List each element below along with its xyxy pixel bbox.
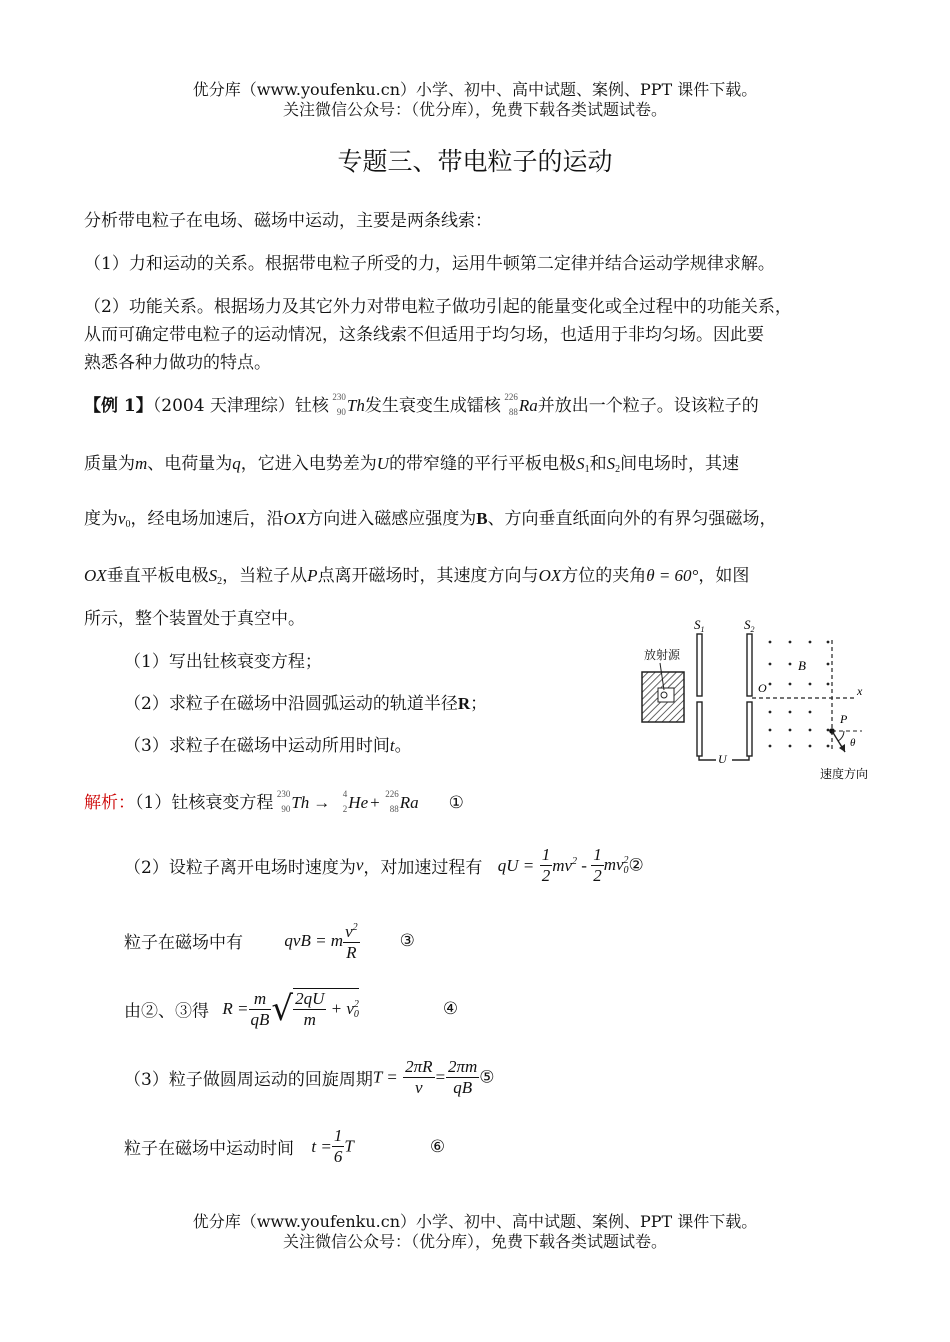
page-title: 专题三、带电粒子的运动: [337, 147, 613, 176]
apparatus-diagram: [630, 612, 890, 784]
solution-line-5: （3）粒子做圆周运动的回旋周期T = $\frac{2\pi R}{v}$ = $\frac{2\pi m}{qB}$ ⑤: [124, 1057, 495, 1097]
origin-label: O: [758, 681, 767, 695]
velocity-direction-label: 速度方向: [820, 767, 869, 781]
solution-line-6: 粒子在磁场中运动时间 t = $\frac{1}{6}$ T ⑥: [124, 1126, 446, 1166]
footer-line-2: 关注微信公众号：（优分库），免费下载各类试题试卷。: [282, 1232, 667, 1251]
plate-s2-lower: [747, 702, 752, 756]
example-line-5: 所示，整个装置处于真空中。: [84, 609, 305, 629]
field-b-label: B: [798, 658, 806, 673]
solution-line-3: 粒子在磁场中有 qvB = m $\frac{v^2}{R}$ ③: [124, 918, 415, 963]
intro-paragraph-3a: （2）功能关系。根据场力及其它外力对带电粒子做功引起的能量变化或全过程中的功能关系，: [84, 297, 792, 317]
s1-label: $S_1$: [694, 617, 705, 634]
header-line-1: 优分库（www.youfenku.cn）小学、初中、高中试题、案例、PPT 课件下载。: [192, 80, 758, 99]
question-1: （1）写出钍核衰变方程；: [124, 652, 322, 672]
plate-s1-upper: [697, 634, 702, 696]
solution-line-2: （2）设粒子离开电场时速度为v，对加速过程有 qU = $\frac{1}{2}$ $mv^2$ - $\frac{1}{2}$ $mv_0^2②$: [124, 845, 644, 885]
footer-line-1: 优分库（www.youfenku.cn）小学、初中、高中试题、案例、PPT 课件下载。: [192, 1212, 758, 1231]
source-label: 放射源: [644, 648, 681, 662]
intro-paragraph-2: （1）力和运动的关系。根据带电粒子所受的力，运用牛顿第二定律并结合运动学规律求解。: [84, 254, 775, 274]
example-line-4: OX垂直平板电极$S_2$，当粒子从P点离开磁场时，其速度方向与OX方位的夹角θ = 60°，如图: [84, 566, 750, 587]
question-3: （3）求粒子在磁场中运动所用时间t。: [124, 736, 412, 756]
example-line-2: 质量为m、电荷量为q，它进入电势差为U的带窄缝的平行平板电极$S_1$和$S_2$间电场时，其速: [84, 454, 740, 475]
example-line-1: 【例 1】（2004 天津理综）钍核 230 90 Th发生衰变生成镭核 226 88 Ra并放出一个粒子。设该粒子的: [84, 391, 759, 417]
voltage-label: U: [718, 752, 727, 766]
intro-paragraph-3b: 从而可确定带电粒子的运动情况，这条线索不但适用于均匀场，也适用于非均匀场。因此要: [84, 325, 764, 345]
intro-paragraph-3c: 熟悉各种力做功的特点。: [84, 353, 271, 373]
radium-nuclide: 226 88: [504, 391, 518, 417]
theta-label: θ: [850, 737, 856, 749]
plate-s1-lower: [697, 702, 702, 756]
thorium-nuclide: 230 90: [332, 391, 346, 417]
field-dots: [769, 641, 830, 748]
intro-paragraph-1: 分析带电粒子在电场、磁场中运动，主要是两条线索：: [84, 211, 492, 231]
solution-line-4: 由②、③得 R = $\frac{m}{qB}$ √ $\frac{2qU}{m}$ + $v_0^2$ ④: [124, 988, 459, 1029]
question-2: （2）求粒子在磁场中沿圆弧运动的轨道半径R；: [124, 694, 488, 714]
plate-s2-upper: [747, 634, 752, 696]
x-label: x: [857, 684, 863, 698]
example-label: 【例 1】: [84, 396, 153, 416]
solution-line-1: 解析：（1）钍核衰变方程 230 90 Th → 4 2 He + 226 88 Ra ①: [84, 788, 464, 814]
s2-label: $S_2$: [744, 617, 755, 634]
header-line-2: 关注微信公众号：（优分库），免费下载各类试题试卷。: [282, 100, 667, 119]
p-label: P: [840, 712, 848, 726]
example-line-3: 度为$v_0$，经电场加速后，沿OX方向进入磁感应强度为B、方向垂直纸面向外的有界匀强磁场，: [84, 509, 777, 530]
solution-label: 解析：: [84, 793, 135, 813]
